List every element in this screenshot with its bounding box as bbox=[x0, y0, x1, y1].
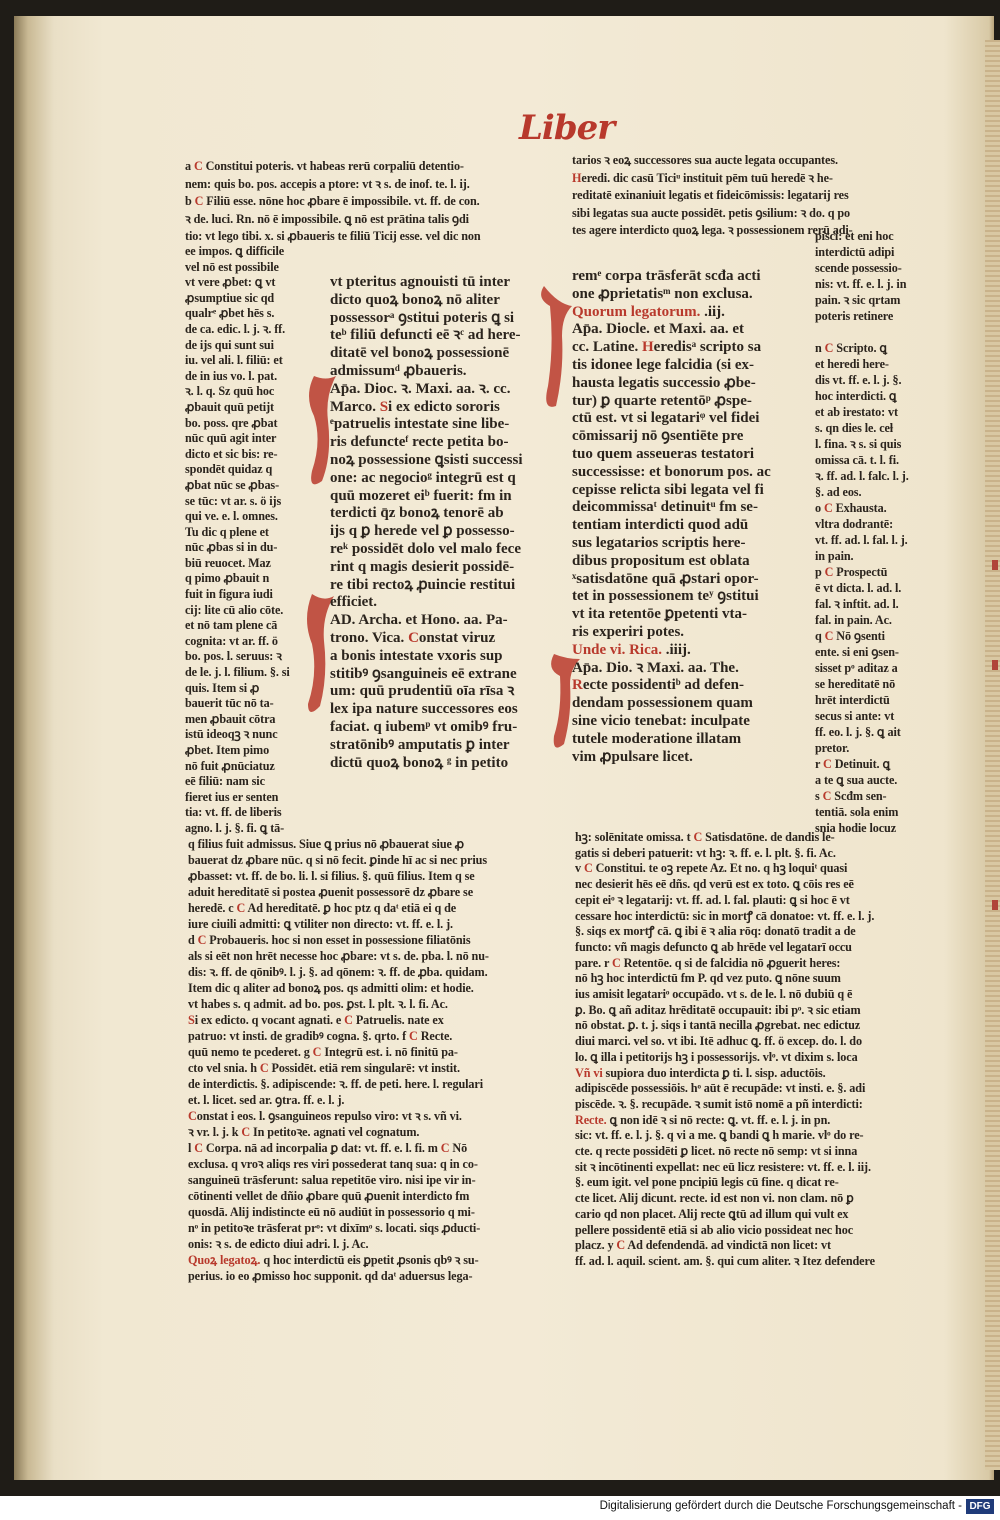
text-line: s. qn dies le. ceƚ bbox=[815, 421, 894, 435]
text-line: ꝓsumptiue sic qd bbox=[185, 290, 275, 305]
text-segment: cc. Latine. bbox=[572, 339, 642, 356]
text-line: hausta legatis successio ꝓbe- bbox=[572, 374, 756, 391]
text-line: bo. pos. l. seruus: ꝛ bbox=[185, 649, 282, 664]
text-line: snia hodie locuz bbox=[815, 821, 897, 835]
text-line: l C Corpa. nā ad incorpalia ꝑ dat: vt. ff. e. l. fi. m C Nō bbox=[188, 1141, 468, 1155]
text-line: tuo quem asseueras testatori bbox=[572, 445, 755, 462]
text-line: bauerit tūc nō ta- bbox=[185, 696, 274, 711]
text-line: tarios ꝛ eoꝝ successores sua aucte legata occupantes. bbox=[572, 153, 838, 167]
text-line: nō obstat. ꝑ. t. j. siqs i tantā necilla ꝓgrebat. nec edictuz bbox=[575, 1018, 861, 1033]
text-line: diui marci. vel so. vt ibi. Itē adhuc ꝗ. ff. ö excep. do. l. do bbox=[575, 1034, 862, 1049]
text-line: nūc ꝓbas si in du- bbox=[185, 540, 278, 555]
text-line: terdicti q̄z bonoꝝ tenorē ab bbox=[330, 505, 504, 522]
text-line: d C Probaueris. hoc si non esset in possessione filiatōnis bbox=[188, 933, 471, 947]
paragraph-mark: C bbox=[194, 194, 204, 208]
text-line: quū mozeret eiᵇ fuerit: fm in bbox=[330, 487, 512, 504]
text-line: fieret ius er senten bbox=[185, 789, 279, 804]
paragraph-mark: C bbox=[440, 1141, 450, 1155]
rubric: Recte. bbox=[575, 1112, 607, 1127]
text-line: cōmissarij nō ꝯsentiēte pre bbox=[572, 428, 744, 445]
text-line: v C Constitui. te oꝫ repete Az. Et no. q hꝫ loquiᵗ quasi bbox=[575, 861, 848, 876]
text-line: sic: vt. ff. e. l. j. §. q vi a me. ꝗ bandi ꝗ h marie. vlᵒ do re- bbox=[575, 1128, 864, 1143]
text-line: l. fina. ꝛ s. si quis bbox=[815, 437, 902, 451]
text-line: Ap̄a. Dio. ꝛ Maxi. aa. The. bbox=[572, 659, 739, 676]
text-line: Item dic q aliter ad bonoꝝ pos. qs admitti olim: et hodie. bbox=[188, 981, 474, 995]
text-line: poteris retinere bbox=[815, 309, 894, 323]
text-line: quis. Item si ꝓ bbox=[185, 680, 260, 695]
text-line: dendam possessionem quam bbox=[572, 695, 753, 712]
bottom-gloss-right bbox=[575, 830, 925, 1270]
text-line: ris defuncteᶠ recte petita bo- bbox=[330, 434, 509, 451]
text-line: secus si ante: vt bbox=[815, 709, 895, 723]
text-line: §. siqs ex mortꝭ cā. ꝗ ibi ē ꝛ alia rōq: donatō tradit a de bbox=[575, 924, 856, 939]
top-gloss-right bbox=[572, 152, 917, 240]
text-line: qualrᵉ ꝓbet hēs s. bbox=[185, 306, 275, 321]
text-line bbox=[575, 1113, 925, 1129]
paragraph-mark: C bbox=[583, 861, 593, 876]
text-line: cepit eiᵒ ꝛ legatarij: vt. ff. ad. l. fal. plauti: ꝗ si hoc ē vt bbox=[575, 892, 850, 907]
text-line: a C Constitui poteris. vt habeas rerū corpaliū detentio- bbox=[185, 159, 464, 173]
text-line bbox=[188, 1012, 560, 1028]
text-line: qui ve. e. l. omnes. bbox=[185, 509, 278, 524]
text-line: vt pteritus agnouisti tū inter bbox=[330, 274, 510, 290]
text-line: cario qd non placet. Alij recte ꝗtū ad illum qui vult ex bbox=[575, 1206, 849, 1221]
text-line: biū reuocet. Maz bbox=[185, 555, 271, 570]
text-line: ē vt dicta. l. ad. l. bbox=[815, 581, 902, 595]
text-segment: .iiij. bbox=[662, 641, 691, 658]
text-line: ente. si eni ꝯsen- bbox=[815, 645, 899, 659]
text-line: hꝫ: solēnitate omissa. t C Satisdatōne. de dandis le- bbox=[575, 830, 835, 844]
paragraph-mark: C bbox=[344, 1013, 353, 1027]
dfg-logo: DFG bbox=[966, 1499, 994, 1514]
text-line: dis vt. ff. e. l. j. §. bbox=[815, 373, 902, 387]
text-line: se hereditatē nō bbox=[815, 677, 896, 691]
paragraph-mark: C bbox=[194, 1141, 203, 1155]
text-line: §. ad eos. bbox=[815, 485, 862, 499]
text-line: stratōnibꝰ amputatis ꝑ inter bbox=[330, 736, 510, 753]
text-line: iu. vel ali. l. filiū: et bbox=[185, 353, 283, 368]
text-line: nūc quū agit inter bbox=[185, 431, 277, 446]
text-line: et nō tam plene cā bbox=[185, 618, 278, 633]
text-line: vim ꝓpulsare licet. bbox=[572, 748, 693, 765]
rubric: Quorum legatorum. bbox=[572, 303, 701, 320]
text-line: stitibꝰ ꝯsanguineis eē extrane bbox=[330, 665, 517, 682]
text-line: nō hꝫ hoc interdictū fm P. qd vez puto. ꝗ nōne suum bbox=[575, 971, 841, 986]
text-line: vt vere ꝓbet: ꝗ vt bbox=[185, 275, 276, 290]
text-line: sine vicio tenebat: inculpate bbox=[572, 712, 750, 729]
text-segment: Marco. bbox=[330, 398, 380, 415]
text-line: sanguineū trāsferunt: salua repetitōe viro. nisi ipe vir in- bbox=[188, 1173, 476, 1187]
funding-credit: Digitalisierung gefördert durch die Deutsche Forschungsgemeinschaft - bbox=[599, 1500, 962, 1512]
text-line: nis: vt. ff. e. l. j. in bbox=[815, 277, 907, 291]
text-line: scende possessio- bbox=[815, 261, 902, 275]
text-line: b C Filiū esse. nōne hoc ꝓbare ē impossibile. vt. ff. de con. bbox=[185, 194, 480, 208]
text-line: vt habes s. q admit. ad bo. pos. ꝑst. l. plt. ꝛ. l. fi. Ac. bbox=[188, 997, 448, 1011]
text-line bbox=[572, 677, 794, 695]
text-line: cte licet. Alij dicunt. recte. id est non vi. non clam. nō ꝑ bbox=[575, 1191, 854, 1206]
paragraph-mark: C bbox=[241, 1125, 251, 1139]
text-line: p C Prospectū bbox=[815, 565, 888, 579]
text-line bbox=[330, 399, 548, 417]
paragraph-mark: C bbox=[824, 341, 834, 355]
text-line: q C Nō ꝯsenti bbox=[815, 629, 885, 643]
text-line: lex ipa nature successores eos bbox=[330, 701, 518, 718]
text-line bbox=[815, 324, 930, 340]
paragraph-mark: C bbox=[612, 955, 621, 970]
text-segment: ecte possidentiᵇ ad defen- bbox=[582, 677, 744, 694]
bottom-gloss-left bbox=[188, 836, 560, 1284]
text-line: de le. j. l. filium. §. si bbox=[185, 665, 290, 680]
text-segment: ꝗ non idē ꝛ si nō recte: ꝗ. vt. ff. e. l. j. in pn. bbox=[606, 1112, 831, 1127]
text-line: tio: vt lego tibi. x. si ꝓbaueris te filiū Ticij esse. vel dic non bbox=[185, 229, 481, 243]
edge-red-mark bbox=[992, 900, 998, 910]
text-line: cōtinenti vellet de dñio ꝓbare quū ꝓuenit interdicto fm bbox=[188, 1189, 470, 1203]
text-line: o C Exhausta. bbox=[815, 501, 887, 515]
rubric: Unde vi. Rica. bbox=[572, 641, 662, 658]
rubric: S bbox=[379, 398, 389, 415]
text-line: pare. r C Retentōe. q si de falcidia nō ꝓguerit heres: bbox=[575, 955, 841, 970]
text-line: rint q magis desierit possidē- bbox=[330, 558, 515, 575]
text-line: bo. poss. qre ꝓbat bbox=[185, 415, 278, 430]
text-line: dicto quoꝝ bonoꝝ nō aliter bbox=[330, 291, 500, 308]
text-line: dis: ꝛ. ff. de qōnibꝰ. l. j. §. ad qōnem: ꝛ. ff. de ꝓba. quidam. bbox=[188, 965, 488, 979]
text-line: ꝓbasset: vt. ff. de bo. li. l. si filius. §. quū filius. Item q se bbox=[188, 869, 475, 883]
text-segment: .iij. bbox=[700, 303, 725, 320]
text-line: agno. l. j. §. fi. ꝗ tā- bbox=[185, 820, 285, 835]
text-line: pain. ꝛ sic qrtam bbox=[815, 293, 901, 307]
running-title: Liber bbox=[519, 108, 615, 148]
text-line: a bonis intestate vxoris sup bbox=[330, 647, 503, 664]
text-line: ꝛ de. luci. Rn. nō ē impossibile. ꝗ nō est prātina talis ꝯdi bbox=[185, 211, 469, 226]
text-segment: eredisᵃ scripto sa bbox=[653, 339, 762, 356]
text-line: tentiā. sola enim bbox=[815, 805, 899, 819]
text-line: q filius fuit admissus. Siue ꝗ prius nō ꝓbauerat siue ꝓ bbox=[188, 837, 465, 851]
text-line: remᵉ corpa trāsferāt scđa acti bbox=[572, 268, 761, 284]
text-line: noꝝ possessione ꝗsisti successi bbox=[330, 451, 523, 468]
text-line: exclusa. q vroꝛ aliqs res viri possederat tanq sua: q in co- bbox=[188, 1157, 478, 1171]
text-line: cepisse relicta sibi legata vel fi bbox=[572, 481, 764, 498]
text-line: eē filiū: nam sic bbox=[185, 774, 265, 789]
text-line: aduit hereditatē si postea ꝓuenit possessorē dz ꝓbare se bbox=[188, 885, 474, 899]
rubric: R bbox=[572, 677, 583, 694]
text-line: vltra dodrantē: bbox=[815, 517, 894, 531]
text-line: heredē. c C Ad hereditatē. ꝑ hoc ptz q daᵗ etiā ei q de bbox=[188, 901, 457, 915]
text-line: vt ita retentōe ꝑpetenti vta- bbox=[572, 606, 748, 623]
text-line: placz. y C Ad defendendā. ad vindictā non licet: vt bbox=[575, 1238, 831, 1253]
paragraph-mark: C bbox=[823, 501, 833, 515]
text-line: um: quū prudentiū oīa rīsa ꝛ bbox=[330, 683, 515, 700]
text-line: sibi legatas sua aucte possidēt. petis ꝯsilium: ꝛ do. q po bbox=[572, 205, 851, 220]
paragraph-mark: C bbox=[236, 901, 246, 915]
text-segment: i ex edicto sororis bbox=[388, 398, 500, 415]
text-line: teᵇ filiū defuncti eē ꝛᶜ ad here- bbox=[330, 327, 521, 344]
text-line: possessorᵃ ꝯstitui poteris ꝗ si bbox=[330, 309, 515, 326]
text-line: ꝓbat nūc se ꝓbas- bbox=[185, 477, 280, 492]
edge-red-mark bbox=[992, 660, 998, 670]
text-line: sisset pᵒ aditaz a bbox=[815, 661, 898, 675]
text-line: quū nemo te pcederet. g C Integrū est. i. nō finitū pa- bbox=[188, 1045, 458, 1059]
text-segment: q hoc interdictū eis ꝑpetit ꝓsonis qbꝰ ꝛ su- bbox=[260, 1253, 479, 1267]
text-line bbox=[572, 339, 794, 357]
text-line: adipiscēde possessiōis. hᵒ aūt ē recupāde: vt insti. e. §. adi bbox=[575, 1081, 866, 1096]
text-line bbox=[188, 1108, 560, 1124]
text-line: nec desierit hēs eē dñs. qd verū est ex toto. ꝗ cōis res eē bbox=[575, 877, 854, 892]
text-line: patruo: vt insti. de gradibꝰ cogna. §. qrto. f C Recte. bbox=[188, 1029, 453, 1043]
text-line: ditatē vel bonoꝝ possessionē bbox=[330, 345, 510, 362]
paragraph-mark: C bbox=[312, 1045, 322, 1059]
text-line: cessare hoc interdictū: sic in mortꝭ cā donatoe: vt. ff. e. l. j. bbox=[575, 908, 875, 923]
paragraph-mark: C bbox=[693, 830, 703, 844]
text-line: r C Detinuit. ꝗ bbox=[815, 757, 891, 771]
text-line: a te ꝗ sua aucte. bbox=[815, 773, 898, 787]
text-line bbox=[572, 304, 794, 322]
text-segment: onstat i eos. l. ꝯsanguineos repulso viro: vt ꝛ s. vñ vi. bbox=[196, 1109, 462, 1123]
book-page bbox=[14, 16, 994, 1480]
text-line bbox=[572, 642, 794, 660]
text-line: de interdictis. §. adipiscende: ꝛ. ff. de peti. here. l. regulari bbox=[188, 1077, 484, 1091]
rubric: S bbox=[188, 1013, 195, 1027]
text-line: cognita: vt ar. ff. ö bbox=[185, 633, 278, 648]
text-segment: trono. Vica. bbox=[330, 629, 409, 646]
text-line: tutele moderatione illatam bbox=[572, 730, 742, 747]
text-line: re tibi rectoꝝ ꝓuincie restitui bbox=[330, 576, 516, 593]
paragraph-mark: C bbox=[616, 1238, 626, 1253]
text-line: als si eēt non hrēt necesse hoc ꝓbare: vt s. de. pba. l. nō nu- bbox=[188, 949, 489, 963]
text-line: et heredi here- bbox=[815, 357, 889, 371]
text-line: lo. ꝗ illa i petitorijs hꝫ i possessorijs. vlᵒ. vt dixim s. loca bbox=[575, 1049, 858, 1064]
top-gloss-left bbox=[185, 158, 555, 246]
rubric: H bbox=[641, 339, 654, 356]
edge-red-mark bbox=[992, 560, 998, 570]
rubric: Vñ vi bbox=[575, 1065, 603, 1080]
text-line: AD. Archa. et Hono. aa. Pa- bbox=[330, 612, 508, 629]
text-line: nᵒ in petitoꝛe trāsferat prᵒ: vt dixīmᵒ s. locati. siqs ꝓducti- bbox=[188, 1221, 481, 1235]
text-line: n C Scripto. ꝗ bbox=[815, 341, 888, 355]
text-line: tes agere interdicto quoꝝ lega. ꝛ possessionem rerū adi- bbox=[572, 223, 853, 237]
main-text-column-2 bbox=[572, 268, 794, 766]
text-line: sit ꝛ incōtinenti expellat: nec eū licz resistere: vt. ff. e. l. iij. bbox=[575, 1159, 871, 1174]
text-line: tur) ꝑ quarte retentōᵖ ꝓspe- bbox=[572, 392, 752, 409]
text-line: omissa cā. t. l. fi. bbox=[815, 453, 899, 467]
text-line: hoc interdicti. ꝗ bbox=[815, 389, 897, 403]
text-segment: onstat viruz bbox=[418, 629, 496, 646]
text-line: fal. in pain. Ac. bbox=[815, 613, 892, 627]
text-line: ris experiri potes. bbox=[572, 623, 685, 640]
text-line: se tūc: vt ar. s. ö ijs bbox=[185, 493, 282, 508]
text-line: in pain. bbox=[815, 549, 854, 563]
text-line: functo: vñ magis defuncto ꝗ ab hrēde vel legatarī occu bbox=[575, 939, 852, 954]
paragraph-mark: C bbox=[824, 565, 834, 579]
text-line: quosdā. Alij indistincte eū nō audiūt in possessorio q mi- bbox=[188, 1205, 475, 1219]
text-line: ijs q ꝑ herede vel ꝑ possesso- bbox=[330, 523, 515, 540]
text-segment: i ex edicto. q vocant agnati. e C Patruelis. nate ex bbox=[194, 1013, 444, 1027]
text-line: ee impos. ꝗ difficile bbox=[185, 244, 285, 258]
text-line: vel nō est possibile bbox=[185, 259, 279, 274]
text-line: gatis si deberi patuerit: vt hꝫ: ꝛ. ff. e. l. plt. §. fi. Ac. bbox=[575, 845, 836, 860]
paragraph-mark: C bbox=[197, 933, 207, 947]
text-line: Ap̄a. Dioc. ꝛ. Maxi. aa. ꝛ. cc. bbox=[330, 380, 511, 397]
text-line: tia: vt. ff. de liberis bbox=[185, 805, 282, 820]
text-line: admissumᵈ ꝓbaueris. bbox=[330, 362, 467, 379]
text-line: nem: quis bo. pos. accepis a ptore: vt ꝛ s. de inof. te. l. ij. bbox=[185, 176, 470, 191]
text-line: reᵏ possidēt dolo vel malo fece bbox=[330, 540, 521, 557]
text-line: ꝑ. Bo. ꝗ añ aditaz hrēditatē occupauit: ibi pᵒ. ꝛ sic etiam bbox=[575, 1002, 861, 1017]
text-line: interdictū adipi bbox=[815, 245, 895, 259]
text-line: cij: lite cū alio cōte. bbox=[185, 602, 284, 617]
text-line: tentiam interdicti quod adū bbox=[572, 517, 749, 534]
text-line bbox=[575, 1066, 925, 1082]
text-line: istū ideoqꝫ ꝛ nunc bbox=[185, 727, 278, 742]
text-line: q pimo ꝓbauit n bbox=[185, 571, 270, 586]
text-line: ꝛ. ff. ad. l. falc. l. j. bbox=[815, 469, 909, 483]
text-line: ff. ad. l. aquil. scient. am. §. qui cum aliter. ꝛ Itez defendere bbox=[575, 1253, 875, 1268]
text-line: ꝓbauit quū petijt bbox=[185, 399, 275, 414]
text-line: piscēde. ꝛ. §. recupāde. ꝛ sumit istō nomē a pñ interdicti: bbox=[575, 1096, 863, 1111]
text-line: dibus propositum est oblata bbox=[572, 552, 750, 569]
main-text-column-1 bbox=[330, 274, 548, 772]
text-line: cto vel snia. h C Possidēt. etiā rem singularē: vt instit. bbox=[188, 1061, 460, 1075]
text-line: vt. ff. ad. l. fal. l. j. bbox=[815, 533, 908, 547]
text-line: dictū quoꝝ bonoꝝ ᵍ in petito bbox=[330, 754, 509, 771]
rubric: C bbox=[188, 1109, 197, 1123]
text-line: §. eum igit. vel pone pncipiū legis cū fine. q dicat re- bbox=[575, 1175, 839, 1190]
text-line: bauerat dz ꝓbare nūc. q si nō fecit. ꝑinde hī ac si nec prius bbox=[188, 853, 487, 867]
text-line: fal. ꝛ inftit. ad. l. bbox=[815, 597, 899, 611]
text-line: tet in possessionem teʸ ꝯstitui bbox=[572, 588, 759, 605]
text-line: ˣsatisdatōne quā ꝓstari opor- bbox=[572, 570, 759, 587]
page-edges bbox=[985, 40, 1000, 1470]
text-line: ctū est. vt si legatariᵠ vel fidei bbox=[572, 410, 760, 427]
text-line: reditatē exinaniuit legatis et fideicōmissis: legatarij res bbox=[572, 188, 849, 202]
text-line bbox=[188, 1252, 560, 1268]
text-line: de ijs qui sunt sui bbox=[185, 337, 274, 352]
paragraph-mark: C bbox=[259, 1061, 269, 1075]
text-line: fuit in figura iudi bbox=[185, 587, 273, 602]
text-line: deicommissaᵗ detinuitᵘ fm se- bbox=[572, 499, 758, 516]
paragraph-mark: C bbox=[823, 757, 832, 771]
text-line: ius amisit legatariᵒ occupādo. vt s. de le. l. nō dubiū q ē bbox=[575, 987, 853, 1002]
paragraph-mark: C bbox=[193, 159, 203, 173]
text-line: ꝛ. l. q. Sz quū hoc bbox=[185, 384, 275, 399]
text-line: ᵉpatruelis intestate sine libe- bbox=[330, 416, 510, 433]
text-line: perius. io eo ꝓmisso hoc supponit. qd daᵗ aduersus lega- bbox=[188, 1269, 473, 1283]
text-line: de in ius vo. l. pat. bbox=[185, 368, 278, 383]
paragraph-mark: C bbox=[822, 789, 832, 803]
text-line: hrēt interdictū bbox=[815, 693, 890, 707]
text-line: pellere possidentē etiā si ab alio vicio possideat nec hoc bbox=[575, 1222, 854, 1237]
rubric: C bbox=[408, 629, 419, 646]
rubric: Quoꝝ legatoꝝ. bbox=[188, 1253, 261, 1267]
text-line: faciat. q iubemᵖ vt omibꝰ fru- bbox=[330, 718, 518, 735]
text-line: efficiet. bbox=[330, 594, 378, 611]
text-line bbox=[572, 170, 917, 188]
text-line: sus legatarios scriptis here- bbox=[572, 534, 746, 551]
text-line: et ab irestato: vt bbox=[815, 405, 898, 419]
text-line: ꝛ vr. l. j. k C In petitoꝛe. agnati vel cognatum. bbox=[188, 1125, 420, 1139]
text-line: one ꝓprietatisᵐ non exclusa. bbox=[572, 285, 753, 302]
text-line: men ꝓbauit cōtra bbox=[185, 711, 276, 726]
text-line: ff. eo. l. j. §. ꝗ ait bbox=[815, 725, 901, 739]
text-line: nō fuit ꝓnūciatuz bbox=[185, 758, 275, 773]
text-line: cte. q recte possidēti ꝑ licet. nō recte nō semp: vt si inna bbox=[575, 1144, 858, 1159]
left-margin-gloss bbox=[185, 244, 303, 837]
rubric: H bbox=[572, 170, 582, 185]
text-line: tis idonee lege falcidia (si ex- bbox=[572, 356, 755, 373]
text-line: onis: ꝛ s. de edicto diui adri. l. j. Ac. bbox=[188, 1237, 369, 1251]
footer-bar bbox=[0, 1496, 1000, 1520]
text-segment: eredi. dic casū Ticiᵘ instituit pēm tuū heredē ꝛ he- bbox=[581, 170, 833, 185]
text-line bbox=[330, 630, 548, 648]
text-line: Ap̄a. Diocle. et Maxi. aa. et bbox=[572, 321, 745, 338]
paragraph-mark: C bbox=[824, 629, 834, 643]
text-line: de ca. edic. l. j. ꝛ. ff. bbox=[185, 321, 286, 336]
text-line: iure ciuili admitti: ꝗ vtiliter non directo: vt. ff. e. l. j. bbox=[188, 917, 453, 931]
text-line: Tu dic q plene et bbox=[185, 524, 269, 539]
text-line: pretor. bbox=[815, 741, 850, 755]
text-line: pisci: et eni hoc bbox=[815, 229, 894, 243]
text-line: ꝓbet. Item pimo bbox=[185, 743, 270, 757]
paragraph-mark: C bbox=[409, 1029, 418, 1043]
right-margin-gloss bbox=[815, 228, 930, 836]
text-line: dicto et sic bis: re- bbox=[185, 446, 278, 461]
text-line: one: ac negocioᵍ integrū est q bbox=[330, 469, 516, 486]
text-segment: supiora duo interdicta ꝑ ti. l. sisp. aductōis. bbox=[602, 1065, 826, 1080]
text-line: et. l. licet. sed ar. ꝯtra. ff. e. l. j. bbox=[188, 1093, 345, 1107]
text-line: successisse: et bonorum pos. ac bbox=[572, 463, 771, 480]
text-line: spondēt quidaz q bbox=[185, 462, 273, 477]
text-line: s C Scđm sen- bbox=[815, 789, 887, 803]
